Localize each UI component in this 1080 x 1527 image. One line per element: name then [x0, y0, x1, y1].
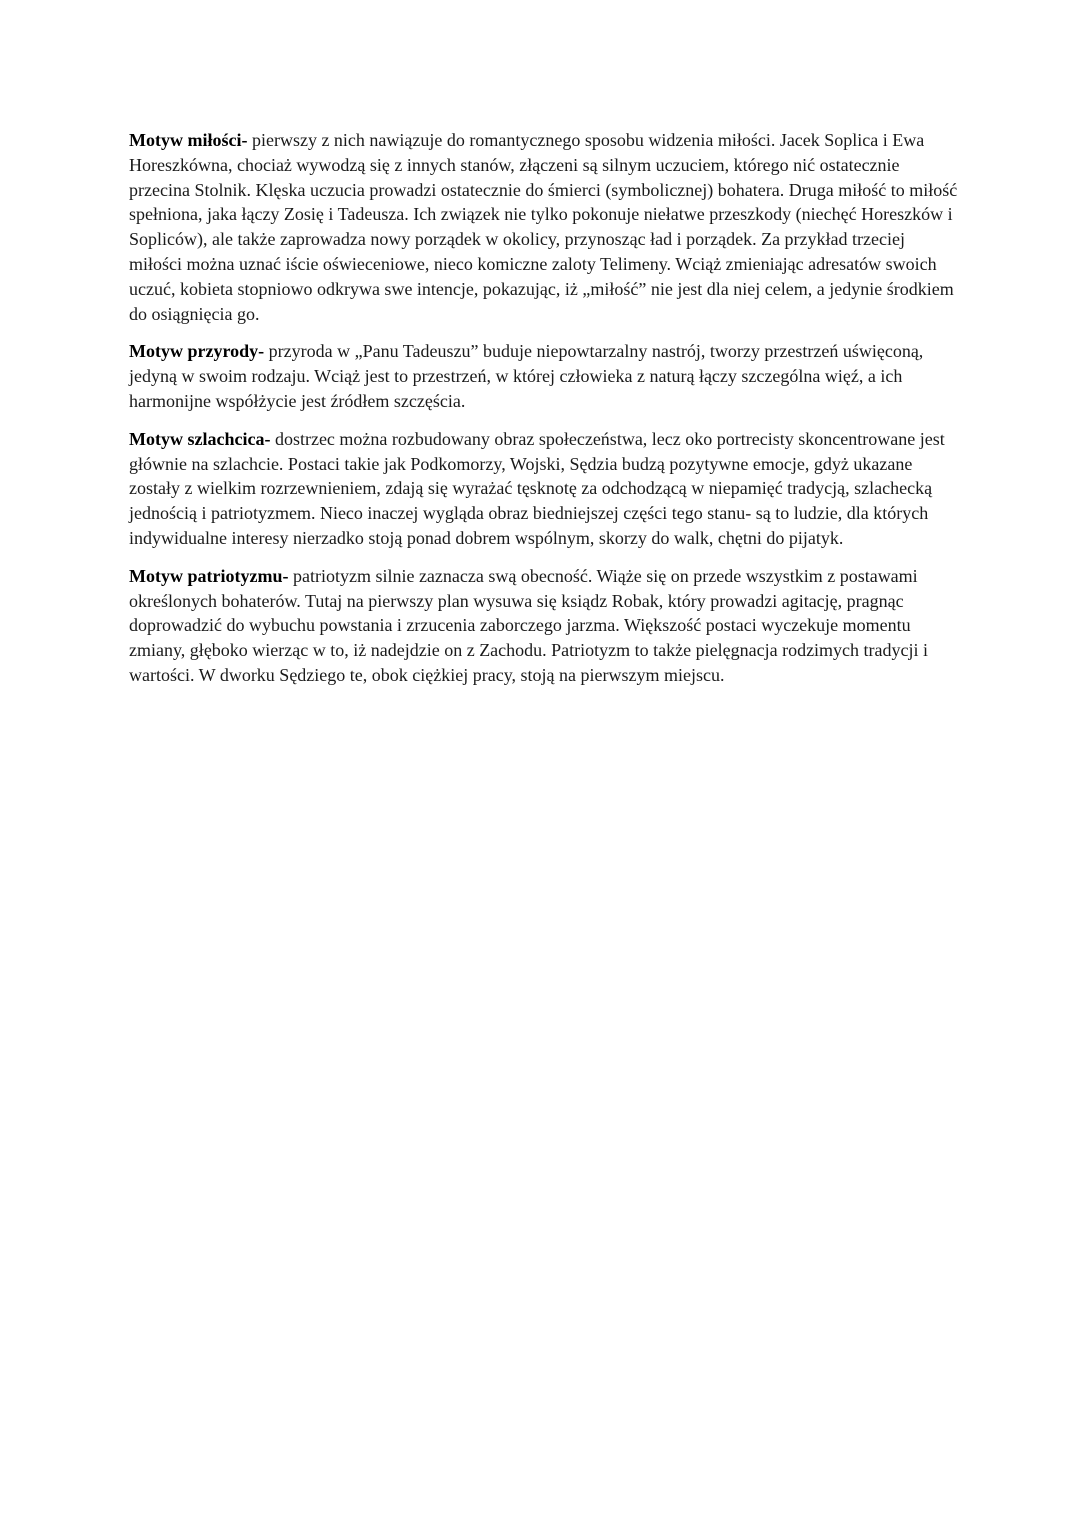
paragraph-text: pierwszy z nich nawiązuje do romantycznego sposobu widzenia miłości. Jacek Soplica i Ewa Horeszkówna, chociaż wywodzą się z innych stanów, złączeni są silnym uczuciem, którego nić ostatecznie przecina Stolnik. Klęska uczucia prowadzi ostatecznie do śmierci (symbolicznej) bohatera. Druga miłość to miłość spełniona, jaka łączy Zosię i Tadeusza. Ich związek nie tylko pokonuje niełatwe przeszkody (niechęć Horeszków i Sopliców), ale także zaprowadza nowy porządek w okolicy, przynosząc ład i porządek. Za przykład trzeciej miłości można uznać iście oświeceniowe, nieco komiczne zaloty Telimeny. Wciąż zmieniając adresatów swoich uczuć, kobieta stopniowo odkrywa swe intencje, pokazując, iż „miłość” nie jest dla niej celem, a jedynie środkiem do osiągnięcia go.: [129, 130, 958, 324]
paragraph-nobleman-motif: [129, 427, 959, 551]
paragraph-patriotism-motif: [129, 564, 959, 688]
paragraph-text: patriotyzm silnie zaznacza swą obecność. Wiąże się on przede wszystkim z postawami określonych bohaterów. Tutaj na pierwszy plan wysuwa się ksiądz Robak, który prowadzi agitację, pragnąc doprowadzić do wybuchu powstania i zrzucenia zaborczego jarzma. Większość postaci wyczekuje momentu zmiany, głęboko wierząc w to, iż nadejdzie on z Zachodu. Patriotyzm to także pielęgnacja rodzimych tradycji i wartości. W dworku Sędziego te, obok ciężkiej pracy, stoją na pierwszym miejscu.: [129, 565, 929, 685]
paragraph-heading: Motyw patriotyzmu-: [129, 565, 289, 586]
document-body: [129, 128, 959, 701]
paragraph-text: dostrzec można rozbudowany obraz społeczeństwa, lecz oko portrecisty skoncentrowane jest głównie na szlachcie. Postaci takie jak Podkomorzy, Wojski, Sędzia budzą pozytywne emocje, gdyż ukazane zostały z wielkim rozrzewnieniem, zdają się wyrażać tęsknotę za odchodzącą w niepamięć tradycją, szlachecką jednością i patriotyzmem. Nieco inaczej wygląda obraz biedniejszej części tego stanu- są to ludzie, dla których indywidualne interesy nierzadko stoją ponad dobrem wspólnym, skorzy do walk, chętni do pijatyk.: [129, 428, 945, 548]
paragraph-love-motif: [129, 128, 959, 326]
paragraph-heading: Motyw miłości-: [129, 130, 248, 150]
paragraph-heading: Motyw szlachcica-: [129, 428, 271, 449]
paragraph-text: przyroda w „Panu Tadeuszu” buduje niepowtarzalny nastrój, tworzy przestrzeń uświęconą, jedyną w swoim rodzaju. Wciąż jest to przestrzeń, w której człowieka z naturą łączy szczególna więź, a ich harmonijne współżycie jest źródłem szczęścia.: [129, 341, 924, 411]
paragraph-heading: Motyw przyrody-: [129, 341, 265, 362]
paragraph-nature-motif: [129, 339, 959, 413]
